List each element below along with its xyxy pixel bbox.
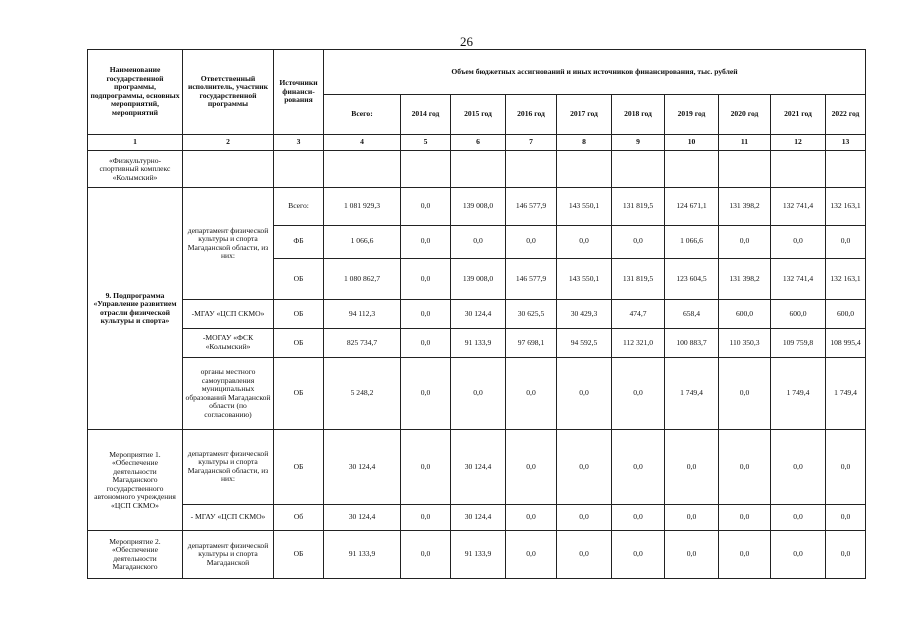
- source-cell: Всего:: [274, 188, 324, 225]
- value-cell: 30 625,5: [506, 300, 557, 329]
- executor-cell: департамент физической культуры и спорта Магаданской: [183, 531, 274, 579]
- value-cell: 0,0: [506, 225, 557, 258]
- value-cell: 0,0: [612, 504, 665, 531]
- value-cell: 131 819,5: [612, 188, 665, 225]
- value-cell: 0,0: [612, 357, 665, 429]
- header-total: Всего:: [324, 95, 401, 134]
- executor-cell: органы местного самоуправления муниципальных образований Магаданской области (по согласованию): [183, 357, 274, 429]
- value-cell: 0,0: [826, 531, 866, 579]
- value-cell: 0,0: [826, 504, 866, 531]
- value-cell: 0,0: [506, 357, 557, 429]
- value-cell: 0,0: [771, 430, 826, 504]
- value-cell: 474,7: [612, 300, 665, 329]
- value-cell: 94 112,3: [324, 300, 401, 329]
- value-cell: 0,0: [612, 430, 665, 504]
- header-executor-col: Ответственный исполнитель, участник государственной программы: [183, 50, 274, 135]
- value-cell: 132 741,4: [771, 188, 826, 225]
- value-cell: 110 350,3: [719, 328, 771, 357]
- value-cell: 0,0: [612, 531, 665, 579]
- header-year: 2017 год: [557, 95, 612, 134]
- executor-cell: -МОГАУ «ФСК «Колымский»: [183, 328, 274, 357]
- column-number: 3: [274, 134, 324, 151]
- value-cell: 0,0: [401, 225, 451, 258]
- value-cell: 139 008,0: [451, 258, 506, 299]
- value-cell: 0,0: [401, 328, 451, 357]
- value-cell: 124 671,1: [665, 188, 719, 225]
- measure-name: Мероприятие 1. «Обеспечение деятельности Магаданского государственного автономного учреждения «ЦСП СКМО»: [88, 430, 183, 531]
- budget-table: [87, 49, 866, 579]
- value-cell: 600,0: [771, 300, 826, 329]
- value-cell: 30 124,4: [324, 430, 401, 504]
- table-row: [88, 300, 866, 329]
- table-row: [88, 430, 866, 504]
- value-cell: 109 759,8: [771, 328, 826, 357]
- value-cell: 0,0: [401, 258, 451, 299]
- value-cell: 131 398,2: [719, 258, 771, 299]
- source-cell: ОБ: [274, 357, 324, 429]
- value-cell: 0,0: [557, 531, 612, 579]
- header-year: 2020 год: [719, 95, 771, 134]
- header-year: 2014 год: [401, 95, 451, 134]
- source-cell: ОБ: [274, 531, 324, 579]
- executor-cell: департамент физической культуры и спорта Магаданской области, из них:: [183, 188, 274, 300]
- value-cell: 5 248,2: [324, 357, 401, 429]
- value-cell: 0,0: [401, 300, 451, 329]
- value-cell: 0,0: [826, 225, 866, 258]
- value-cell: 0,0: [719, 225, 771, 258]
- value-cell: 1 066,6: [324, 225, 401, 258]
- value-cell: 825 734,7: [324, 328, 401, 357]
- executor-cell: - МГАУ «ЦСП СКМО»: [183, 504, 274, 531]
- value-cell: 0,0: [506, 504, 557, 531]
- source-cell: Об: [274, 504, 324, 531]
- header-year: 2016 год: [506, 95, 557, 134]
- source-cell: ОБ: [274, 430, 324, 504]
- value-cell: 0,0: [401, 531, 451, 579]
- value-cell: 94 592,5: [557, 328, 612, 357]
- value-cell: 91 133,9: [324, 531, 401, 579]
- value-cell: 1 749,4: [665, 357, 719, 429]
- value-cell: 30 124,4: [451, 430, 506, 504]
- source-cell: ОБ: [274, 328, 324, 357]
- table-row: [88, 504, 866, 531]
- source-cell: ОБ: [274, 300, 324, 329]
- column-number: 11: [719, 134, 771, 151]
- value-cell: 0,0: [771, 225, 826, 258]
- value-cell: 30 124,4: [451, 504, 506, 531]
- column-number: 2: [183, 134, 274, 151]
- value-cell: 0,0: [506, 430, 557, 504]
- table-row: [88, 188, 866, 225]
- value-cell: 0,0: [557, 357, 612, 429]
- value-cell: 0,0: [557, 430, 612, 504]
- column-number: 6: [451, 134, 506, 151]
- value-cell: 658,4: [665, 300, 719, 329]
- value-cell: 0,0: [719, 531, 771, 579]
- header-volume-title: Объем бюджетных ассигнований и иных источников финансирования, тыс. рублей: [324, 50, 866, 95]
- value-cell: 30 124,4: [324, 504, 401, 531]
- value-cell: 131 819,5: [612, 258, 665, 299]
- value-cell: 0,0: [665, 504, 719, 531]
- value-cell: 0,0: [401, 430, 451, 504]
- column-number: 1: [88, 134, 183, 151]
- value-cell: 132 163,1: [826, 188, 866, 225]
- value-cell: 0,0: [719, 430, 771, 504]
- header-year: 2019 год: [665, 95, 719, 134]
- header-year: 2015 год: [451, 95, 506, 134]
- value-cell: 30 124,4: [451, 300, 506, 329]
- column-number: 10: [665, 134, 719, 151]
- value-cell: 108 995,4: [826, 328, 866, 357]
- value-cell: 1 749,4: [826, 357, 866, 429]
- value-cell: 0,0: [612, 225, 665, 258]
- value-cell: 0,0: [771, 531, 826, 579]
- value-cell: 139 008,0: [451, 188, 506, 225]
- value-cell: 132 163,1: [826, 258, 866, 299]
- source-cell: ФБ: [274, 225, 324, 258]
- value-cell: 0,0: [401, 188, 451, 225]
- value-cell: 143 550,1: [557, 258, 612, 299]
- value-cell: 123 604,5: [665, 258, 719, 299]
- column-number: 13: [826, 134, 866, 151]
- value-cell: 0,0: [665, 531, 719, 579]
- value-cell: 0,0: [719, 504, 771, 531]
- value-cell: 131 398,2: [719, 188, 771, 225]
- value-cell: 132 741,4: [771, 258, 826, 299]
- value-cell: 600,0: [826, 300, 866, 329]
- value-cell: 0,0: [451, 225, 506, 258]
- value-cell: 30 429,3: [557, 300, 612, 329]
- value-cell: 0,0: [401, 357, 451, 429]
- measure-name: Мероприятие 2. «Обеспечение деятельности Магаданского: [88, 531, 183, 579]
- header-source-col: Источники финанси-рования: [274, 50, 324, 135]
- header-year: 2022 год: [826, 95, 866, 134]
- value-cell: 0,0: [771, 504, 826, 531]
- table-row: [88, 531, 866, 579]
- value-cell: 112 321,0: [612, 328, 665, 357]
- value-cell: 1 749,4: [771, 357, 826, 429]
- value-cell: 600,0: [719, 300, 771, 329]
- header-year: 2021 год: [771, 95, 826, 134]
- column-number: 12: [771, 134, 826, 151]
- subprogram-name: 9. Подпрограмма «Управление развитием отрасли физической культуры и спорта»: [88, 188, 183, 430]
- column-number: 8: [557, 134, 612, 151]
- value-cell: 0,0: [506, 531, 557, 579]
- page-number: 26: [460, 34, 473, 49]
- value-cell: 100 883,7: [665, 328, 719, 357]
- value-cell: 1 080 862,7: [324, 258, 401, 299]
- value-cell: 1 066,6: [665, 225, 719, 258]
- column-number: 7: [506, 134, 557, 151]
- value-cell: 91 133,9: [451, 531, 506, 579]
- source-cell: ОБ: [274, 258, 324, 299]
- value-cell: 1 081 929,3: [324, 188, 401, 225]
- value-cell: 143 550,1: [557, 188, 612, 225]
- value-cell: 0,0: [401, 504, 451, 531]
- value-cell: 0,0: [557, 504, 612, 531]
- value-cell: 146 577,9: [506, 258, 557, 299]
- column-number: 4: [324, 134, 401, 151]
- continuation-name: «Физкультурно-спортивный комплекс «Колымский»: [88, 151, 183, 188]
- table-row: [88, 328, 866, 357]
- executor-cell: -МГАУ «ЦСП СКМО»: [183, 300, 274, 329]
- value-cell: 0,0: [719, 357, 771, 429]
- value-cell: 146 577,9: [506, 188, 557, 225]
- value-cell: 0,0: [826, 430, 866, 504]
- value-cell: 0,0: [557, 225, 612, 258]
- value-cell: 0,0: [451, 357, 506, 429]
- value-cell: 0,0: [665, 430, 719, 504]
- value-cell: 91 133,9: [451, 328, 506, 357]
- value-cell: 97 698,1: [506, 328, 557, 357]
- table-row: [88, 357, 866, 429]
- header-name-col: Наименование государственной программы, подпрограммы, основных мероприятий, мероприятий: [88, 50, 183, 135]
- column-number: 9: [612, 134, 665, 151]
- column-number: 5: [401, 134, 451, 151]
- executor-cell: департамент физической культуры и спорта Магаданской области, из них:: [183, 430, 274, 504]
- header-year: 2018 год: [612, 95, 665, 134]
